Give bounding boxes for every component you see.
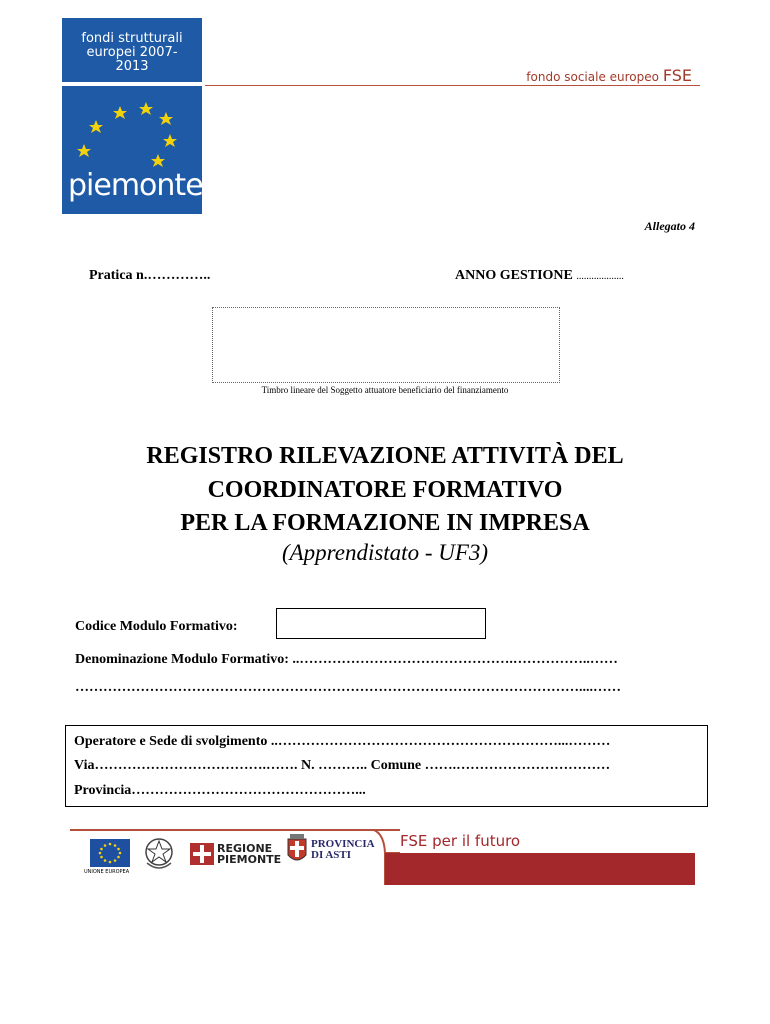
fondi-strutturali-logo <box>62 18 202 214</box>
document-title-line2: COORDINATORE FORMATIVO <box>207 477 563 503</box>
document-subtitle: (Apprendistato - UF3) <box>281 540 489 565</box>
eu-stars-icon <box>62 88 202 178</box>
provincia-line2: DI ASTI <box>311 849 352 861</box>
provincia-asti-logo <box>286 833 375 867</box>
denominazione-modulo-continuation: ………………………………………………………………………………………………....…… <box>75 680 621 695</box>
fse-header-line <box>205 85 700 86</box>
operatore-sede-field: Operatore e Sede di svolgimento ..……………………………………………………...……… <box>74 734 611 749</box>
pratica-field: Pratica n.………….. <box>89 268 211 283</box>
fse-header <box>205 66 700 86</box>
eu-label: UNIONE EUROPEA <box>84 869 130 875</box>
document-title-line3: PER LA FORMAZIONE IN IMPRESA <box>180 510 590 536</box>
codice-modulo-label: Codice Modulo Formativo: <box>75 619 238 634</box>
denominazione-modulo-field: Denominazione Modulo Formativo: ..……………………………………….……………..…… <box>75 652 618 667</box>
fse-header-mark: FSE <box>662 66 692 85</box>
codice-modulo-input[interactable] <box>276 608 486 639</box>
footer-line <box>70 829 400 831</box>
regione-cross-icon <box>190 843 214 865</box>
italian-republic-emblem-icon <box>142 835 176 873</box>
footer-band <box>70 829 695 885</box>
stamp-caption: Timbro lineare del Soggetto attuatore beneficiario del finanziamento <box>261 385 509 395</box>
logo-line2: europei 2007-2013 <box>86 45 178 74</box>
footer-red-band <box>385 853 695 885</box>
document-title-line1: REGISTRO RILEVAZIONE ATTIVITÀ DEL <box>146 443 624 469</box>
regione-piemonte-logo <box>190 843 281 865</box>
logo-line1: fondi strutturali <box>81 31 183 46</box>
provincia-shield-icon <box>286 833 308 867</box>
regione-line2: PIEMONTE <box>217 853 282 866</box>
provincia-line1: PROVINCIA <box>311 838 375 850</box>
anno-gestione-field <box>455 268 624 284</box>
anno-gestione-dots: ................... <box>576 271 624 282</box>
regione-line1: REGIONE <box>217 842 273 855</box>
fse-slogan: FSE per il futuro <box>400 832 521 850</box>
logo-region-text: piemonte <box>68 168 203 203</box>
fse-header-text: fondo sociale europeo <box>526 70 659 84</box>
anno-gestione-label: ANNO GESTIONE <box>455 268 573 283</box>
eu-flag-icon <box>90 839 130 867</box>
logo-top-panel <box>62 18 202 80</box>
via-comune-field: Via……………………………….……. N. ……….. Comune …….…………………………… <box>74 758 611 773</box>
operatore-box <box>65 725 708 807</box>
allegato-label: Allegato 4 <box>644 219 695 233</box>
logo-divider <box>62 82 202 86</box>
stamp-box <box>212 307 560 383</box>
provincia-field: Provincia…………………………………………... <box>74 783 366 798</box>
